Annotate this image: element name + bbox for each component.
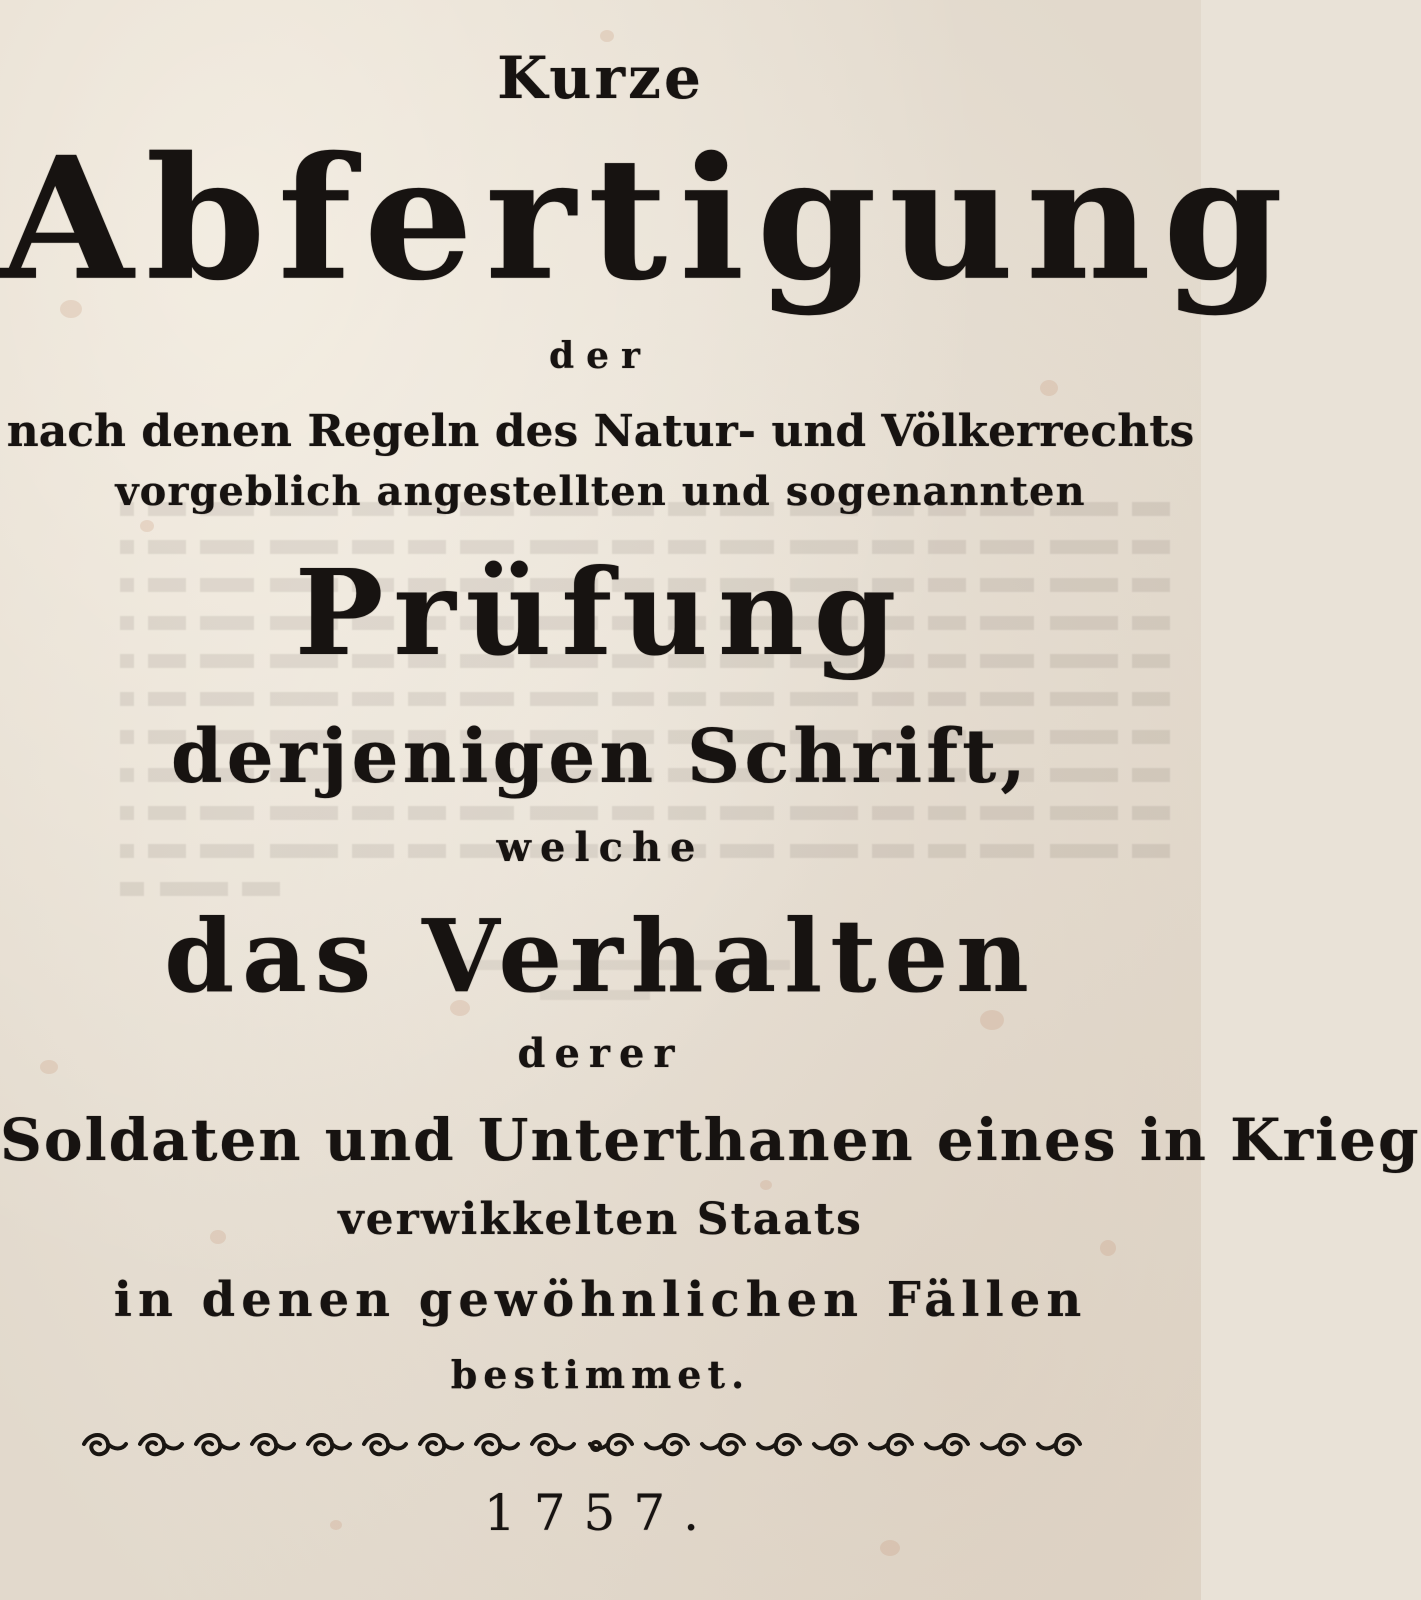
title-das-verhalten: das Verhalten bbox=[164, 897, 1037, 1015]
publication-year: 1757. bbox=[483, 1484, 718, 1542]
ornament-scroll bbox=[364, 1435, 406, 1454]
ornament-scroll bbox=[814, 1435, 856, 1454]
title-abfertigung: Abfertigung bbox=[0, 119, 1296, 318]
foxing-spot bbox=[1040, 380, 1058, 396]
ornament-scroll bbox=[532, 1435, 574, 1454]
title-der: der bbox=[548, 335, 653, 377]
title-vorgeblich: vorgeblich angestellten und sogenannten bbox=[115, 468, 1086, 515]
ornament-scroll bbox=[252, 1435, 294, 1454]
ornament-scroll bbox=[646, 1435, 688, 1454]
ornament-center-dot bbox=[592, 1442, 600, 1450]
ornament-scroll bbox=[758, 1435, 800, 1454]
ornament-scroll bbox=[196, 1435, 238, 1454]
ornament-scroll bbox=[308, 1435, 350, 1454]
printers-ornament-rule bbox=[76, 1420, 1116, 1466]
foxing-spot bbox=[760, 1180, 772, 1190]
title-pruefung: Prüfung bbox=[294, 543, 907, 682]
ornament-scroll bbox=[982, 1435, 1024, 1454]
ornament-scroll bbox=[702, 1435, 744, 1454]
title-natur-voelkerrecht: nach denen Regeln des Natur- und Völkerrechts bbox=[6, 406, 1195, 457]
ornament-scroll bbox=[476, 1435, 518, 1454]
title-verwikkelten-staats: verwikkelten Staats bbox=[338, 1194, 863, 1245]
foxing-spot bbox=[600, 30, 614, 42]
ornament-scroll bbox=[140, 1435, 182, 1454]
ornament-scroll bbox=[84, 1435, 126, 1454]
title-derer: derer bbox=[517, 1030, 684, 1077]
ornament-scroll bbox=[870, 1435, 912, 1454]
title-kurze: Kurze bbox=[497, 44, 704, 112]
ornament-scroll bbox=[1038, 1435, 1080, 1454]
title-gewoehnlichen-faellen: in denen gewöhnlichen Fällen bbox=[113, 1272, 1088, 1328]
title-welche: welche bbox=[496, 824, 705, 871]
ornament-scroll bbox=[926, 1435, 968, 1454]
title-bestimmet: bestimmet. bbox=[450, 1352, 751, 1397]
foxing-spot bbox=[880, 1540, 900, 1556]
ornament-scroll bbox=[420, 1435, 462, 1454]
title-soldaten: Soldaten und Unterthanen eines in Krieg bbox=[0, 1106, 1421, 1174]
title-derjenigen-schrift: derjenigen Schrift, bbox=[170, 714, 1031, 800]
